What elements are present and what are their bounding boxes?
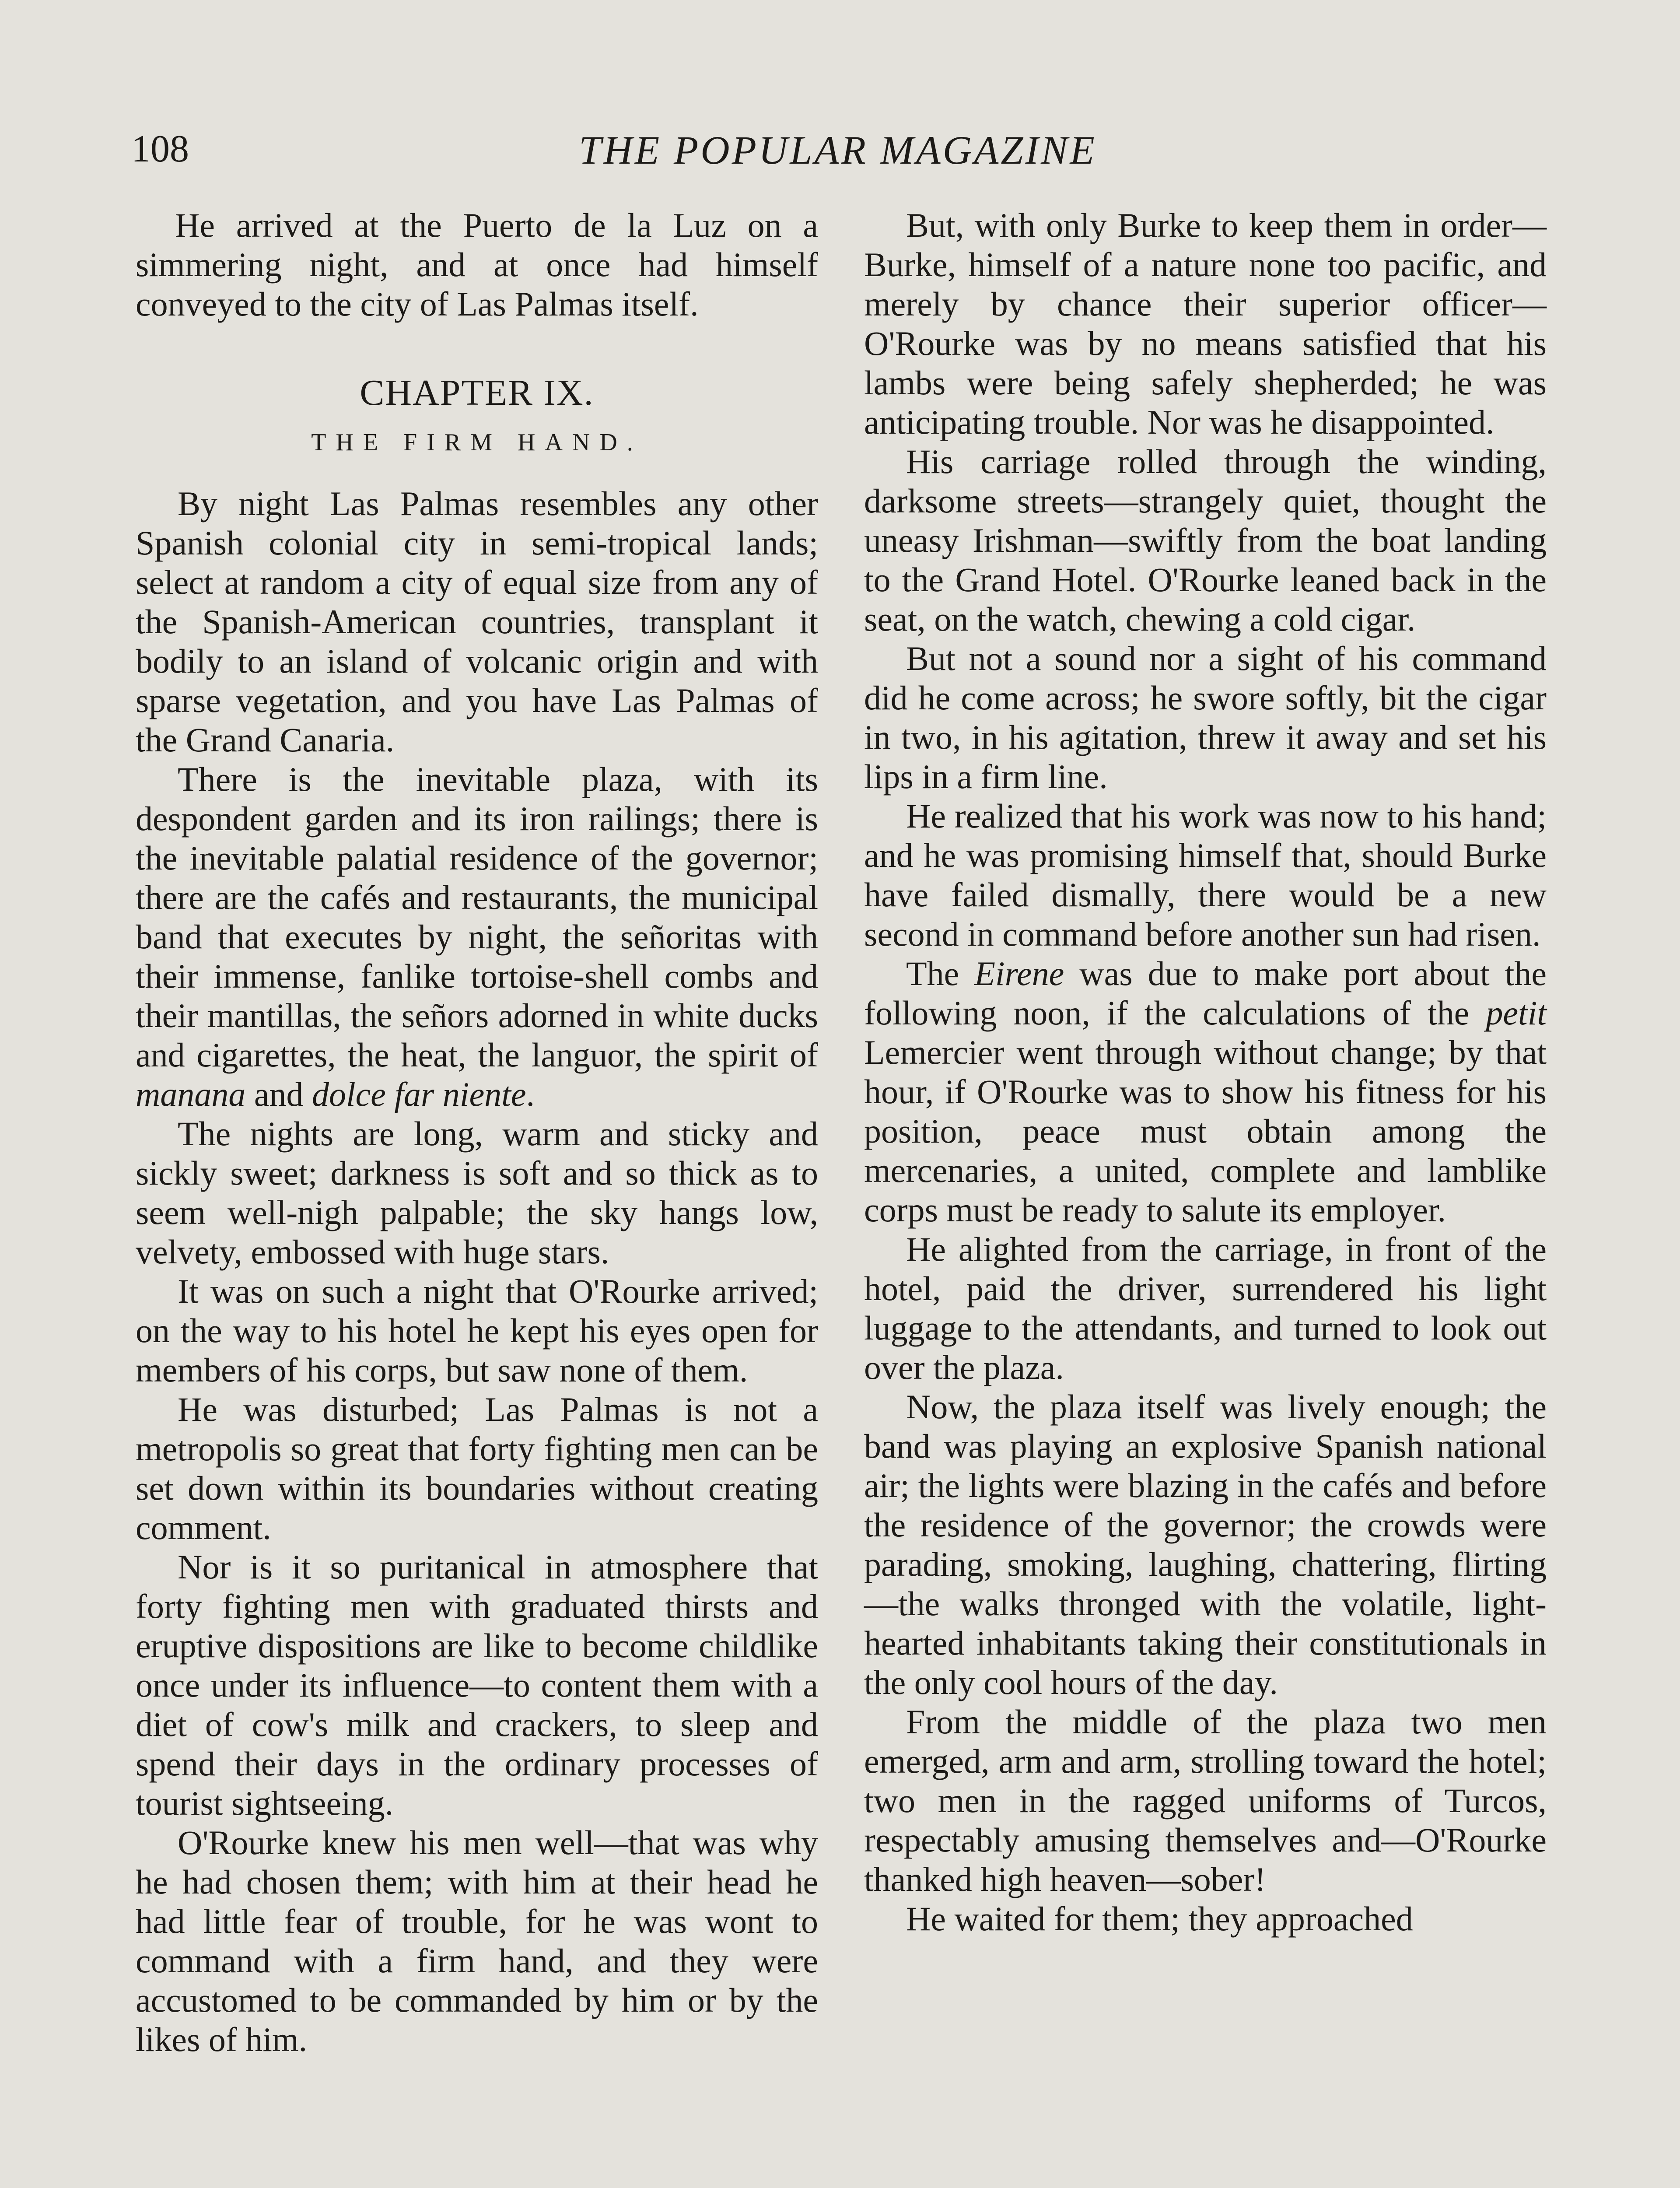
paragraph: But not a sound nor a sight of his command did he come across; he swore softly, bit the cigar in two, in his agitation, threw it away and set his lips in a firm line. [864,639,1547,796]
paragraph: His carriage rolled through the winding, darksome streets—strangely quiet, thought the uneasy Irishman—swiftly from the boat landing to the Grand Hotel. O'Rourke leaned back in the seat, on the watch, chewing a cold cigar. [864,442,1547,638]
italic-text: dolce far niente [312,1075,526,1113]
paragraph: The nights are long, warm and sticky and sickly sweet; darkness is soft and so thick as to seem well-nigh palpable; the sky hangs low, velvety, embossed with huge stars. [136,1115,818,1271]
text-run: The [906,954,975,992]
paragraph: Now, the plaza itself was lively enough; the band was playing an explosive Spanish national air; the lights were blazing in the cafés and before the residence of the governor; the crowds were parading, smoking, laughing, chattering, flirting—the walks thronged with the volatile, light-hearted inhabitants taking their constitutionals in the only cool hours of the day. [864,1388,1547,1701]
paragraph [136,760,818,1114]
text-run: was due to make port about the following noon, if the calculations of the [864,954,1547,1032]
italic-text: petit [1486,994,1547,1032]
running-title: THE POPULAR MAGAZINE [579,128,1097,172]
paragraph: But, with only Burke to keep them in order—Burke, himself of a nature none too pacific, and merely by chance their superior officer—O'Rourke was by no means satisfied that his lambs were being safely shepherded; he was anticipating trouble. Nor was he disappointed. [864,206,1547,441]
text-run: Lemercier went through without change; by that hour, if O'Rourke was to show his fitness for his position, peace must obtain among the mercenaries, a united, complete and lamblike corps must be ready to salute its employer. [864,1033,1547,1229]
paragraph: He realized that his work was now to his hand; and he was promising himself that, should Burke have failed dismally, there would be a new second in command before another sun had risen. [864,797,1547,953]
paragraph: By night Las Palmas resembles any other Spanish colonial city in semi-tropical lands; select at random a city of equal size from any of the Spanish-American countries, transplant it bodily to an island of volcanic origin and with sparse vegetation, and you have Las Palmas of the Grand Canaria. [136,484,818,759]
text-run: and [245,1075,312,1113]
italic-text: Eirene [974,954,1064,992]
paragraph: O'Rourke knew his men well—that was why he had chosen them; with him at their head he had little fear of trouble, for he was wont to command with a firm hand, and they were accustomed to be commanded by him or by the likes of him. [136,1823,818,2058]
page-header [131,118,1544,179]
chapter-title: CHAPTER IX. [360,372,594,413]
paragraph: It was on such a night that O'Rourke arrived; on the way to his hotel he kept his eyes open for members of his corps, but saw none of them. [136,1272,818,1389]
paragraph: He waited for them; they approached [906,1900,1413,1938]
paragraph: From the middle of the plaza two men emerged, arm and arm, strolling toward the hotel; two men in the ragged uniforms of Turcos, respectably amusing themselves and—O'Rourke thanked high heaven—sober! [864,1703,1547,1898]
left-column [136,206,818,2059]
chapter-subtitle: THE FIRM HAND. [311,429,643,456]
right-column [864,206,1547,1939]
paragraph: He alighted from the carriage, in front of the hotel, paid the driver, surrendered his light luggage to the attendants, and turned to look out over the plaza. [864,1230,1547,1386]
italic-text: manana [136,1075,246,1113]
paragraph: He was disturbed; Las Palmas is not a metropolis so great that forty fighting men can be set down within its boundaries without creating comment. [136,1390,818,1546]
intro-paragraph: He arrived at the Puerto de la Luz on a simmering night, and at once had himself conveyed to the city of Las Palmas itself. [136,206,818,323]
paragraph: Nor is it so puritanical in atmosphere that forty fighting men with graduated thirsts and eruptive dispositions are like to become childlike once under its influence—to content them with a diet of cow's milk and crackers, to sleep and spend their days in the ordinary processes of tourist sightseeing. [136,1548,818,1822]
paragraph [864,954,1547,1230]
text-run: There is the inevitable plaza, with its despondent garden and its iron railings; there is the inevitable palatial residence of the governor; there are the cafés and restaurants, the municipal band that executes by night, the señoritas with their immense, fanlike tortoise-shell combs and their mantillas, the señors adorned in white ducks and cigarettes, the heat, the languor, the spirit of [136,760,818,1074]
text-run: . [526,1075,535,1113]
page-number: 108 [131,128,189,170]
